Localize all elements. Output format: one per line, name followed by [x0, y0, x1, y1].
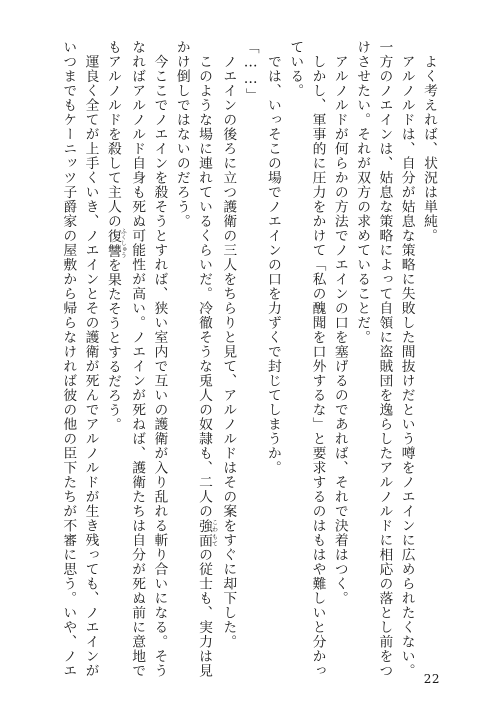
- vertical-text-block: [52, 40, 440, 678]
- ruby-annotation: 強面こわもて: [196, 518, 218, 548]
- text-line: よく考えれば、状況は単純。: [421, 40, 437, 243]
- text-line: もアルノルドを殺して主人の復讐ふくしゅうを果たそうとするだろう。: [104, 40, 127, 432]
- text-line: けさせたい。それが双方の求めていることだ。: [354, 40, 371, 345]
- text-line: いつまでもケーニッツ子爵家の屋敷から帰らなければ彼の他の臣下たちが不審に思う。いや、ノエ: [60, 40, 77, 678]
- text-line: 一方のノエインは、姑息な策略によって自領に盗賊団を逸らしたアルノルドに相応の落とし前をつ: [376, 40, 393, 678]
- text-line: しかし、軍事的に圧力をかけて「私の醜聞を口外するな」と要求するのはもはや難しいと分かっ: [309, 40, 326, 678]
- text-line: ている。: [287, 40, 304, 98]
- text-line: このような場に連れているくらいだ。冷徹そうな兎人の奴隷も、二人の強面こわもての従士も、実力は見: [196, 40, 218, 678]
- ruby-annotation: 復讐ふくしゅう: [104, 228, 127, 259]
- text-line: 「……」: [242, 40, 259, 103]
- text-line: アルノルドが何らかの方法でノエインの口を塞げるのであれば、それで決着はつく。: [331, 40, 348, 606]
- text-line: では、いっそこの場でノエインの口を力ずくで封じてしまうか。: [264, 40, 281, 475]
- text-line: 運良く全てが上手くいき、ノエインとその護衛が死んでアルノルドが生き残っても、ノエインが: [82, 40, 99, 678]
- text-line: アルノルドは、自分が姑息な策略に失敗した間抜けだという噂をノエインに広められたくない。: [398, 40, 415, 678]
- text-line: ノエインの後ろに立つ護衛の三人をちらりと見て、アルノルドはその案をすぐに却下した。: [220, 40, 237, 649]
- text-line: なればアルノルド自身も死ぬ可能性が高い。ノエインが死ねば、護衛たちは自分が死ぬ前に意地で: [129, 40, 146, 678]
- text-line: かけ倒しではないのだろう。: [173, 40, 190, 229]
- page-number: 22: [423, 672, 440, 686]
- text-line: 今ここでノエインを殺そうとすれば、狭い室内で互いの護衛が入り乱れる斬り合いになる。そう: [151, 40, 168, 678]
